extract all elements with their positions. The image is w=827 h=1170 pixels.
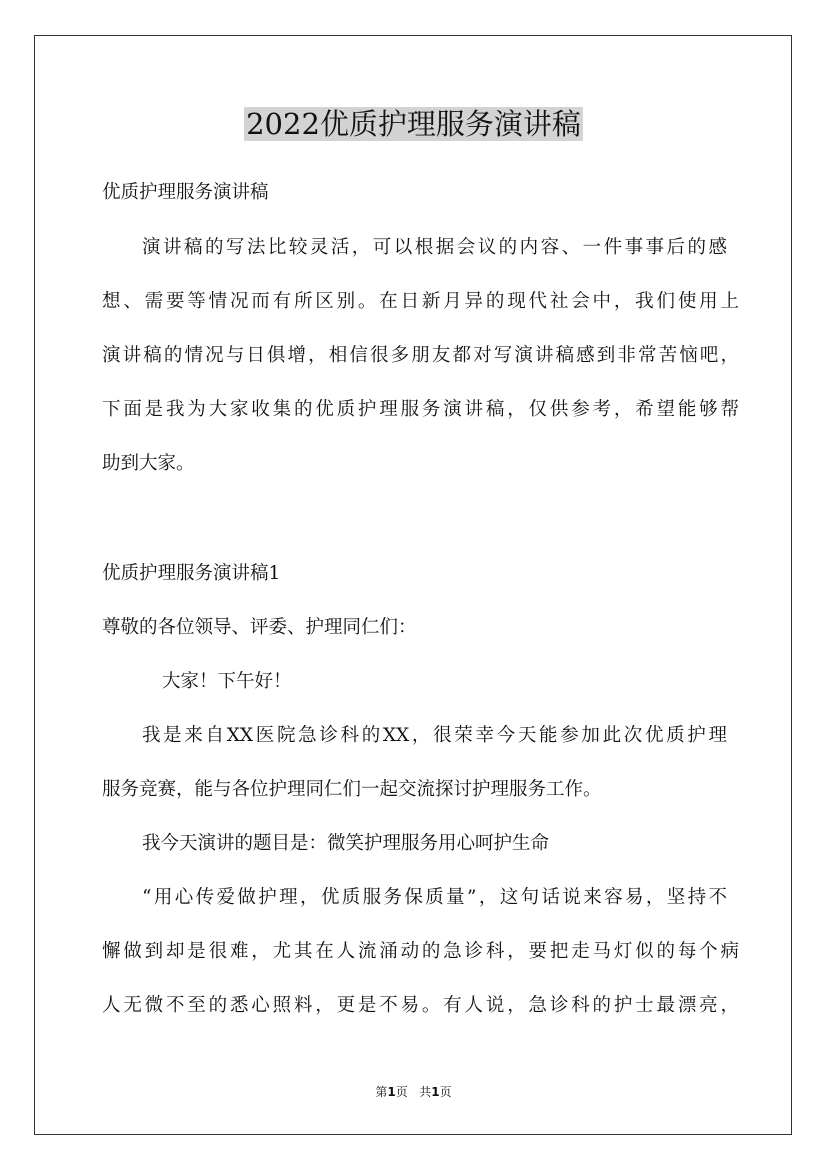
topic-line: 我今天演讲的题目是：微笑护理服务用心呵护生命 bbox=[142, 833, 550, 854]
page-label: 页 bbox=[395, 1085, 408, 1099]
para2-line-2: 懈做到却是很难，尤其在人流涌动的急诊科，要把走马灯似的每个病 bbox=[102, 941, 739, 962]
document-subtitle: 优质护理服务演讲稿 bbox=[102, 182, 269, 203]
page-prefix: 第 bbox=[375, 1085, 388, 1099]
intro-line-4: 下面是我为大家收集的优质护理服务演讲稿，仅供参考，希望能够帮 bbox=[102, 399, 739, 420]
intro-line-1: 演讲稿的写法比较灵活，可以根据会议的内容、一件事事后的感 bbox=[142, 237, 727, 258]
greeting: 大家！下午好！ bbox=[162, 671, 292, 692]
document-title bbox=[0, 102, 827, 146]
intro-line-2: 想、需要等情况而有所区别。在日新月异的现代社会中，我们使用上 bbox=[102, 291, 739, 312]
document-title-text: 2022优质护理服务演讲稿 bbox=[246, 107, 581, 141]
page-total: 1 bbox=[431, 1085, 440, 1099]
intro-line-3: 演讲稿的情况与日俱增，相信很多朋友都对写演讲稿感到非常苦恼吧， bbox=[102, 345, 739, 366]
para2-line-1: “用心传爱做护理，优质服务保质量”，这句话说来容易，坚持不 bbox=[142, 887, 727, 908]
para1-line-2: 服务竞赛，能与各位护理同仁们一起交流探讨护理服务工作。 bbox=[102, 779, 602, 800]
page-current: 1 bbox=[387, 1085, 396, 1099]
salutation: 尊敬的各位领导、评委、护理同仁们： bbox=[102, 617, 417, 638]
intro-line-5: 助到大家。 bbox=[102, 453, 195, 474]
page-footer bbox=[0, 1083, 827, 1101]
para2-line-3: 人无微不至的悉心照料，更是不易。有人说，急诊科的护士最漂亮， bbox=[102, 995, 739, 1016]
total-label: 页 bbox=[439, 1085, 452, 1099]
para1-line-1: 我是来自XX医院急诊科的XX，很荣幸今天能参加此次优质护理 bbox=[142, 725, 727, 746]
section-heading: 优质护理服务演讲稿1 bbox=[102, 563, 281, 584]
total-prefix: 共 bbox=[419, 1085, 432, 1099]
